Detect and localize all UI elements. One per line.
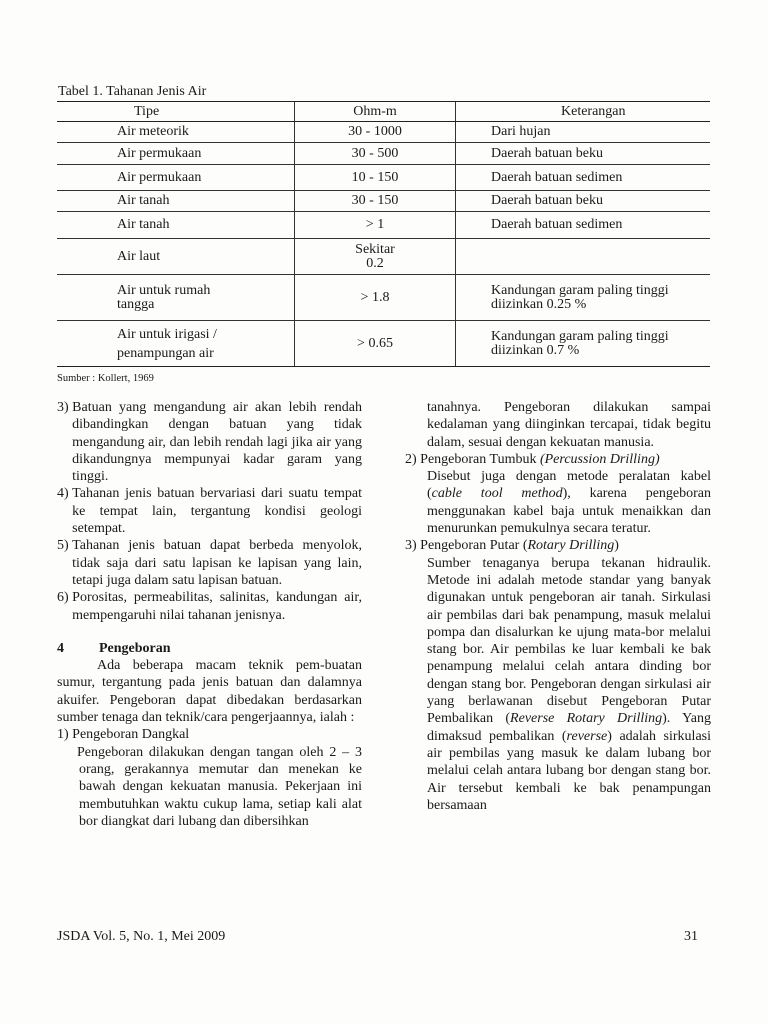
table-row — [57, 321, 710, 367]
table-source: Sumber : Kollert, 1969 — [57, 373, 154, 384]
list-item — [57, 537, 362, 589]
subsection-title — [420, 537, 619, 554]
section-title: Pengeboran — [99, 640, 171, 656]
cell-ket — [456, 239, 711, 275]
cell-tipe: Air tanah — [57, 212, 295, 239]
subsection-title-italic: (Percussion Drilling) — [539, 451, 660, 467]
cell-tipe: Air untuk rumah tangga — [57, 275, 295, 321]
table-caption: Tabel 1. Tahanan Jenis Air — [58, 84, 207, 99]
item-text: Tahanan jenis batuan bervariasi dari suatu tempat ke tempat lain, tergantung kondisi geologi setempat. — [72, 486, 362, 537]
cell-ohm: Sekitar 0.2 — [295, 239, 456, 275]
table-row — [57, 143, 710, 165]
page-number: 31 — [684, 929, 698, 944]
cell-ket: Kandungan garam paling tinggi diizinkan 0.7 % — [456, 321, 711, 367]
list-item — [57, 399, 362, 485]
text-part: ) adalah sirkulasi air pembilas yang masuk ke dalam lubang bor melalui celah antara lubang bor dengan stang bor. Air tersebut kembali ke bak penampungan bersamaan — [427, 728, 711, 813]
subsection-heading — [405, 537, 711, 554]
subsection-title: Pengeboran Dangkal — [72, 727, 190, 743]
item-number: 4) — [57, 486, 73, 502]
item-text: Tahanan jenis batuan dapat berbeda menyolok, tidak saja dari satu lapisan ke lapisan yang lain, tetapi juga dalam satu lapisan batuan. — [72, 538, 362, 588]
table-row — [57, 165, 710, 191]
subsection-heading — [405, 451, 711, 468]
journal-footer: JSDA Vol. 5, No. 1, Mei 2009 — [57, 929, 226, 944]
cell-ohm: > 1 — [295, 212, 456, 239]
subsection-text: Pengeboran dilakukan dengan tangan oleh 2 – 3 orang, gerakannya memutar dan menekan ke bawah dengan kekuatan manusia. Pekerjaan ini membutuhkan waktu cukup lama, setiap kali alat bor diangkat dari lubang dan dibersihkan — [77, 744, 362, 829]
section-number: 4 — [57, 640, 64, 656]
subsection-title — [420, 451, 711, 468]
resistivity-table — [57, 101, 710, 367]
italic-term: reverse — [566, 728, 608, 744]
header-keterangan: Keterangan — [456, 102, 711, 122]
table-row — [57, 212, 710, 239]
subsection-heading — [57, 726, 362, 743]
cell-ket: Daerah batuan beku — [456, 143, 711, 165]
cell-ket: Daerah batuan beku — [456, 191, 711, 212]
item-number: 2) — [405, 451, 421, 467]
cell-tipe: Air untuk irigasi / penampungan air — [57, 321, 295, 367]
subsection-text — [405, 555, 711, 814]
subsection-title-text: Pengeboran Tumbuk — [420, 451, 537, 467]
text-part: ), karena pengeboran menggunakan kabel baja untuk menaikkan dan menurunkan pemukulnya secara teratur. — [427, 486, 711, 537]
section-intro: Ada beberapa macam teknik pem-buatan sumur, tergantung pada jenis batuan dan dalamnya akuifer. Pengeboran dapat dibedakan berdasarkan sumber tenaga dan teknik/cara pengerjaannya, ialah : — [57, 658, 362, 726]
cell-ket: Dari hujan — [456, 122, 711, 143]
header-ohm: Ohm-m — [295, 102, 456, 122]
item-text: Porositas, permeabilitas, salinitas, kandungan air, mempengaruhi nilai tahanan jenisnya. — [72, 590, 362, 623]
cell-ket: Daerah batuan sedimen — [456, 165, 711, 191]
text-part: ). Yang dimaksud pembalikan ( — [427, 711, 711, 744]
cell-tipe: Air permukaan — [57, 143, 295, 165]
table-row — [57, 122, 710, 143]
cell-tipe: Air laut — [57, 239, 295, 275]
table-row — [57, 275, 710, 321]
cell-ket: Kandungan garam paling tinggi diizinkan 0.25 % — [456, 275, 711, 321]
subsection-title-end: ) — [614, 538, 619, 554]
cell-ohm: > 1.8 — [295, 275, 456, 321]
left-column — [57, 399, 362, 830]
cell-tipe: Air tanah — [57, 191, 295, 212]
list-item — [57, 589, 362, 624]
cell-tipe: Air meteorik — [57, 122, 295, 143]
subsection-text — [405, 468, 711, 537]
cell-ohm: 30 - 500 — [295, 143, 456, 165]
item-number: 6) — [57, 590, 73, 606]
cell-ket: Daerah batuan sedimen — [456, 212, 711, 239]
cell-ohm: 30 - 150 — [295, 191, 456, 212]
continued-text: tanahnya. Pengeboran dilakukan sampai kedalaman yang diinginkan tercapai, tidak begitu dalam, sesuai dengan kekuatan manusia. — [427, 400, 711, 450]
table-row — [57, 239, 710, 275]
item-number: 3) — [405, 538, 421, 554]
italic-term: Reverse Rotary Drilling — [510, 711, 663, 727]
cell-tipe: Air permukaan — [57, 165, 295, 191]
italic-term: cable tool method — [431, 486, 563, 502]
text-part: Disebut juga dengan metode peralatan kabel ( — [427, 469, 711, 502]
item-text: Batuan yang mengandung air akan lebih rendah dibandingkan dengan batuan yang tidak mengandung air, dan lebih rendah lagi jika air yang dikandungnya mempunyai kadar garam yang tinggi. — [72, 400, 362, 485]
subsection-title-text: Pengeboran Putar ( — [420, 538, 528, 554]
table-header-row — [57, 102, 710, 122]
cell-ohm: 30 - 1000 — [295, 122, 456, 143]
table-row — [57, 191, 710, 212]
cell-ohm: > 0.65 — [295, 321, 456, 367]
subsection-title-italic: Rotary Drilling — [527, 538, 615, 554]
list-item — [57, 485, 362, 537]
text-part: Sumber tenaganya berupa tekanan hidraulik. Metode ini adalah metode standar yang banyak digunakan untuk pengeboran air tanah. Sirkulasi air pembilas dari bak penampung, masuk melalui pompa dan disalurkan ke ujung mata-bor melalui stang bor. Air pembilas ke luar kembali ke bak penampung melalui celah antara dinding bor dengan stang bor. Pengeboran dengan sirkulasi air yang berlawanan disebut Pengeboran Putar Pembalikan ( — [427, 555, 711, 727]
item-number: 5) — [57, 538, 73, 554]
section-heading — [57, 640, 362, 657]
item-number: 1) — [57, 727, 73, 743]
item-number: 3) — [57, 400, 73, 415]
header-tipe: Tipe — [57, 102, 295, 122]
right-column — [405, 399, 711, 814]
cell-ohm: 10 - 150 — [295, 165, 456, 191]
